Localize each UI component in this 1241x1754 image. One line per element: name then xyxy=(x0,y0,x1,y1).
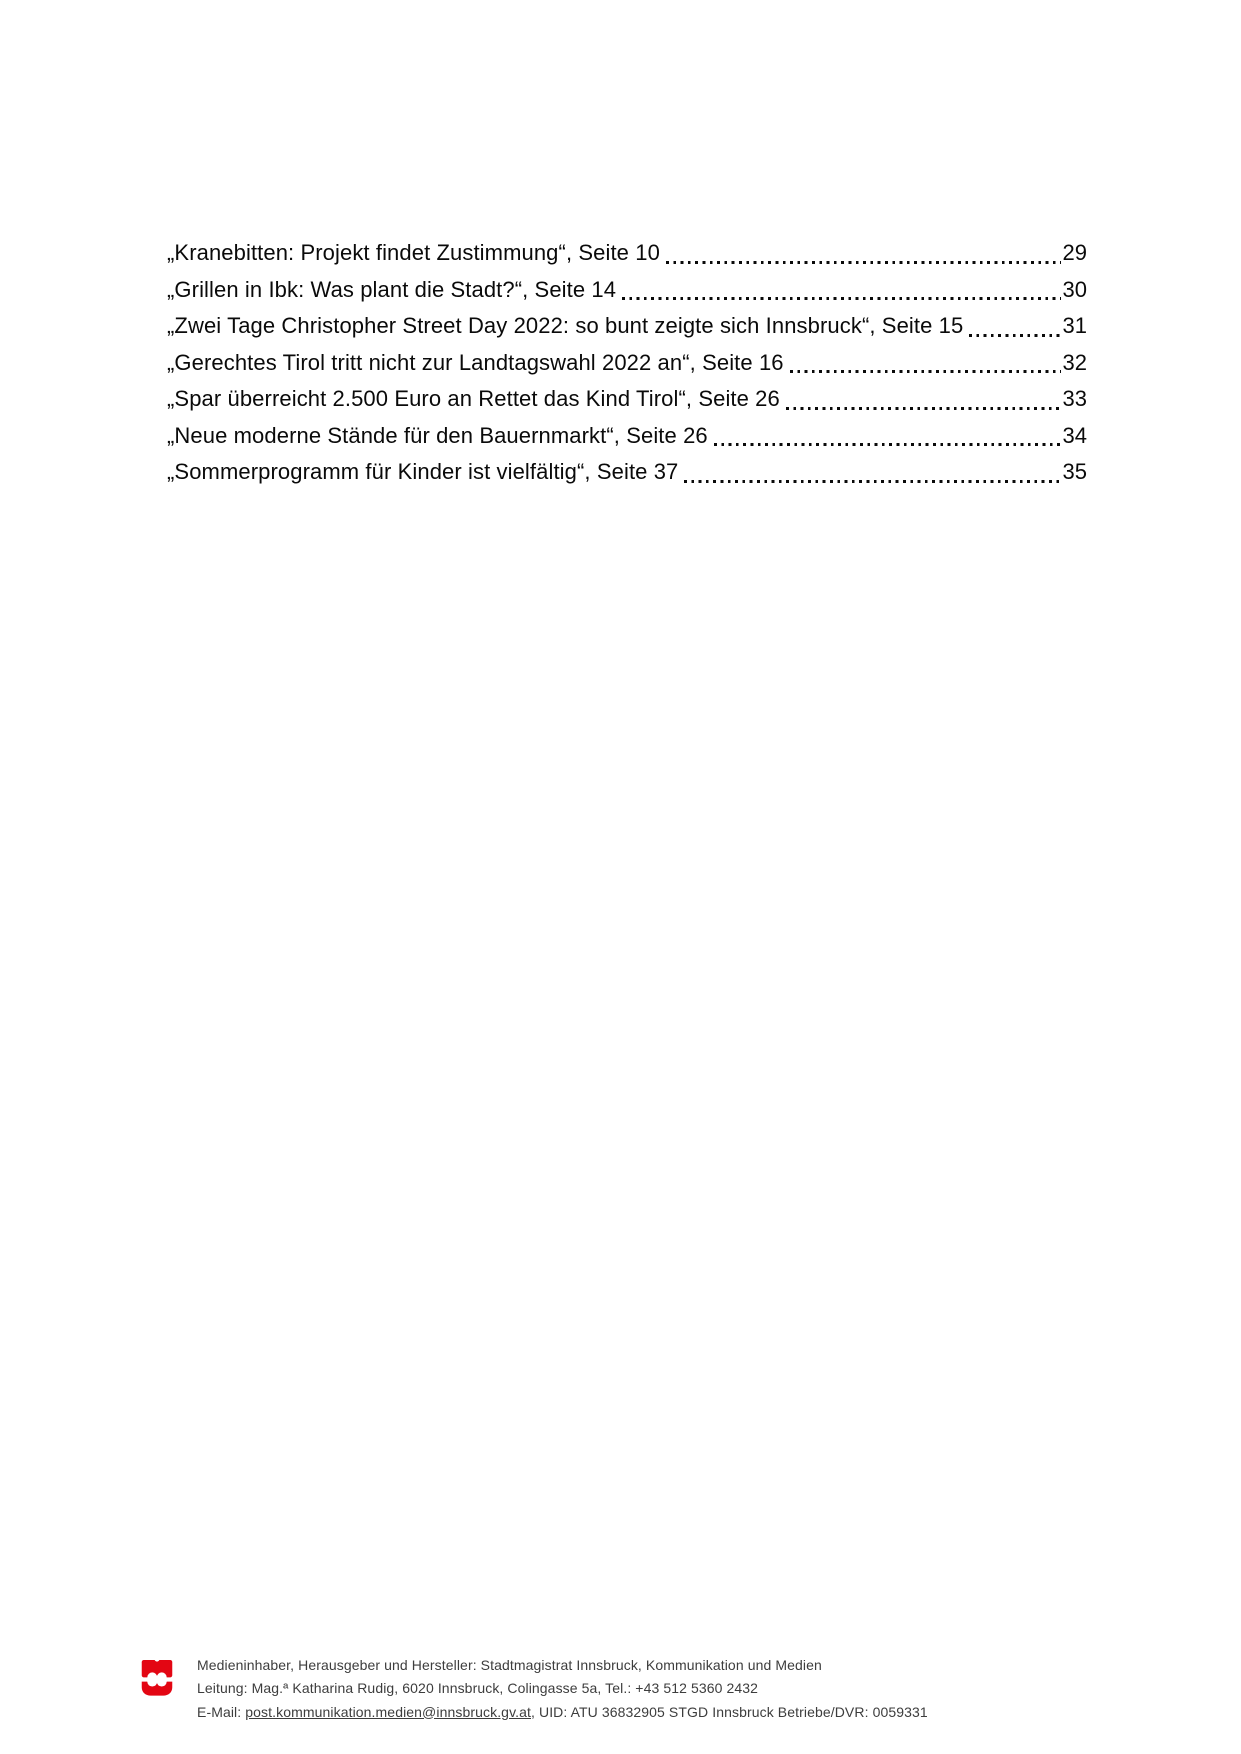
toc-dot-leader xyxy=(666,240,1061,277)
toc-entry-page-number: 34 xyxy=(1062,422,1087,448)
footer-line-contact xyxy=(197,1701,928,1724)
toc-dot-leader xyxy=(790,350,1061,387)
footer-line-publisher: Medieninhaber, Herausgeber und Hersteller: Stadtmagistrat Innsbruck, Kommunikation und Medien xyxy=(197,1657,822,1673)
footer-uid-text: , UID: ATU 36832905 STGD Innsbruck Betriebe/DVR: 0059331 xyxy=(531,1703,928,1720)
toc-entry-page-number: 35 xyxy=(1062,459,1087,484)
toc-dot-leader xyxy=(714,423,1061,460)
toc-dot-leader xyxy=(969,313,1060,350)
toc-entry-page-number: 29 xyxy=(1062,240,1087,265)
footer-email-link[interactable]: post.kommunikation.medien@innsbruck.gv.at xyxy=(245,1703,531,1720)
toc-entry[interactable] xyxy=(167,459,1087,496)
innsbruck-coat-of-arms-icon xyxy=(140,1660,174,1700)
toc-entry-title: „Spar überreicht 2.500 Euro an Rettet das Kind Tirol“, Seite 26 xyxy=(167,386,780,411)
toc-dot-leader xyxy=(786,386,1061,423)
toc-entry-title: „Sommerprogramm für Kinder ist vielfältig“, Seite 37 xyxy=(167,459,679,484)
toc-entry[interactable] xyxy=(167,350,1087,387)
toc-entry-page-number: 30 xyxy=(1062,276,1087,302)
footer-text-block xyxy=(197,1654,928,1724)
toc-entry[interactable] xyxy=(167,240,1087,277)
footer-email-label: E-Mail: xyxy=(197,1703,246,1720)
toc-entry-page-number: 32 xyxy=(1062,349,1087,375)
toc-entry-title: „Kranebitten: Projekt findet Zustimmung“, Seite 10 xyxy=(167,240,660,265)
toc-entry[interactable] xyxy=(167,313,1087,350)
toc-entry-title: „Zwei Tage Christopher Street Day 2022: so bunt zeigte sich Innsbruck“, Seite 15 xyxy=(167,313,964,338)
toc-entry-title: „Grillen in Ibk: Was plant die Stadt?“, Seite 14 xyxy=(167,276,617,302)
toc-entry-title: „Neue moderne Stände für den Bauernmarkt“, Seite 26 xyxy=(167,422,708,448)
table-of-contents xyxy=(167,240,1087,496)
toc-entry-page-number: 33 xyxy=(1062,386,1087,411)
toc-dot-leader xyxy=(622,277,1060,314)
footer-imprint xyxy=(140,1654,928,1724)
toc-entry[interactable] xyxy=(167,386,1087,423)
toc-dot-leader xyxy=(684,459,1060,496)
footer-line-management: Leitung: Mag.ª Katharina Rudig, 6020 Innsbruck, Colingasse 5a, Tel.: +43 512 5360 2432 xyxy=(197,1680,759,1697)
toc-entry-title: „Gerechtes Tirol tritt nicht zur Landtagswahl 2022 an“, Seite 16 xyxy=(167,349,784,375)
toc-entry-page-number: 31 xyxy=(1062,313,1087,338)
toc-entry[interactable] xyxy=(167,277,1087,314)
toc-entry[interactable] xyxy=(167,423,1087,460)
